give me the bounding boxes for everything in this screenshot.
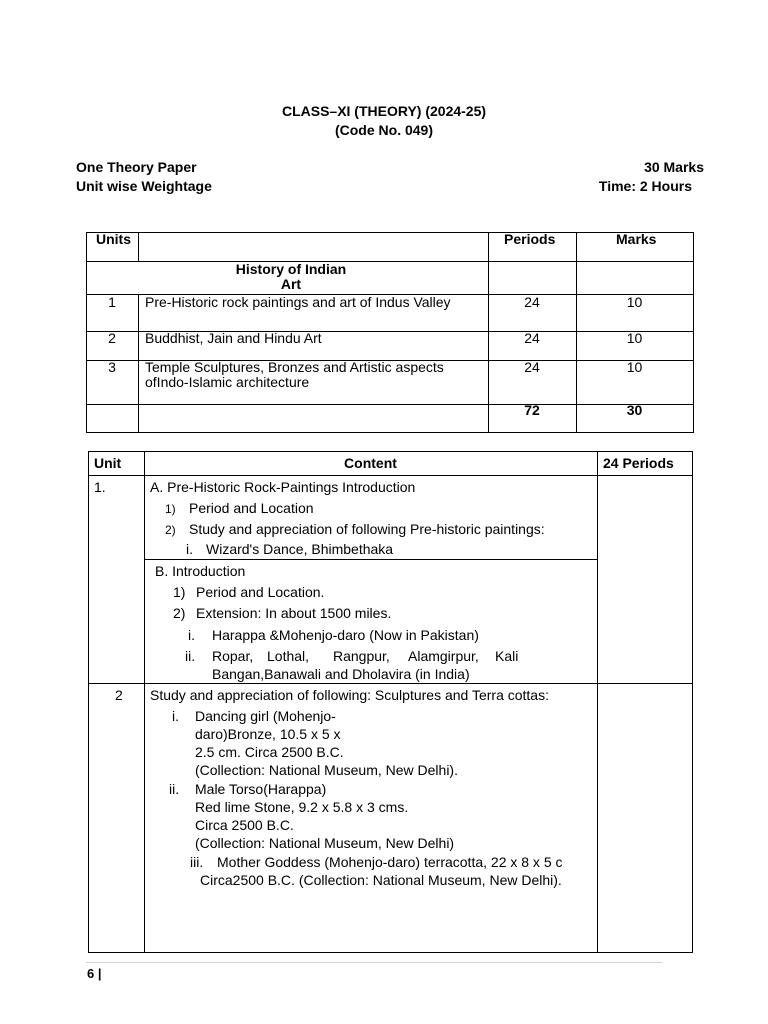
- item-line: Circa 2500 B.C.: [195, 817, 294, 833]
- unit-number: 2: [108, 330, 116, 346]
- time-duration: Time: 2 Hours: [598, 178, 692, 194]
- unit-marks: 10: [626, 330, 643, 346]
- item-line: Mother Goddess (Mohenjo-daro) terracotta, 22 x 8 x 5 c: [217, 854, 563, 870]
- item-line: Dancing girl (Mohenjo-: [195, 708, 336, 724]
- paper-count: One Theory Paper: [76, 159, 197, 175]
- sub-item-word: Kali: [495, 648, 519, 664]
- page-number: 6 |: [87, 966, 102, 981]
- sub-marker: ii.: [169, 781, 180, 797]
- total-periods: 72: [524, 402, 540, 418]
- unit-periods: 24: [524, 330, 540, 346]
- list-marker: 1): [173, 584, 186, 600]
- item-line: Male Torso(Harappa): [195, 781, 327, 797]
- unit-number: 1: [108, 294, 116, 310]
- sub-marker: i.: [186, 541, 193, 557]
- unit-topic-line1: Temple Sculptures, Bronzes and Artistic aspects: [145, 359, 444, 375]
- item-line: (Collection: National Museum, New Delhi): [195, 835, 455, 851]
- sub-marker: ii.: [185, 648, 196, 664]
- section-title: History of Indian Art: [235, 261, 347, 292]
- sub-marker: i.: [172, 708, 179, 724]
- unit-topic-line2: ofIndo-Islamic architecture: [145, 374, 310, 390]
- unit-number: 3: [108, 359, 116, 375]
- sub-marker: iii.: [190, 854, 204, 870]
- sub-item: Wizard's Dance, Bhimbethaka: [206, 541, 394, 557]
- weightage-table: [86, 232, 694, 433]
- item-line: Red lime Stone, 9.2 x 5.8 x 3 cms.: [195, 799, 409, 815]
- unit-number: 2: [115, 687, 123, 703]
- list-item: Extension: In about 1500 miles.: [196, 605, 392, 621]
- page-title: CLASS–XI (THEORY) (2024-25): [281, 103, 487, 119]
- content-table: [88, 451, 693, 953]
- sub-item-word: Ropar,: [212, 648, 254, 664]
- sub-item-word: Lothal,: [267, 648, 310, 664]
- list-item: Study and appreciation of following Pre-historic paintings:: [189, 521, 545, 537]
- units-header: Units: [96, 231, 131, 247]
- sub-marker: i.: [188, 627, 195, 643]
- list-marker: 2): [165, 523, 176, 537]
- sub-item-word: Rangpur,: [333, 648, 390, 664]
- sub-item: Harappa &Mohenjo-daro (Now in Pakistan): [212, 627, 479, 643]
- list-item: Period and Location: [189, 500, 314, 516]
- unit-periods: 24: [524, 359, 540, 375]
- periods-header: 24 Periods: [603, 455, 674, 471]
- periods-header: Periods: [504, 231, 556, 247]
- section-a-title: A. Pre-Historic Rock-Paintings Introduction: [150, 479, 416, 495]
- list-marker: 1): [165, 502, 176, 516]
- weightage-label: Unit wise Weightage: [76, 178, 212, 194]
- unit-topic: Pre-Historic rock paintings and art of Indus Valley: [145, 294, 451, 310]
- item-line: daro)Bronze, 10.5 x 5 x: [195, 726, 341, 742]
- unit-marks: 10: [626, 359, 643, 375]
- total-marks-cell: 30: [626, 402, 643, 418]
- total-marks: 30 Marks: [644, 159, 704, 175]
- sub-item-continuation: Bangan,Banawali and Dholavira (in India): [212, 666, 470, 682]
- unit-periods: 24: [524, 294, 540, 310]
- marks-header: Marks: [616, 231, 657, 247]
- item-line: (Collection: National Museum, New Delhi).: [195, 762, 458, 778]
- item-line: Circa2500 B.C. (Collection: National Museum, New Delhi).: [200, 872, 562, 888]
- list-marker: 2): [173, 605, 186, 621]
- sub-item-word: Alamgirpur,: [408, 648, 479, 664]
- section-b-title: B. Introduction: [155, 563, 246, 579]
- unit-number: 1.: [94, 479, 106, 495]
- unit-header: Unit: [94, 455, 122, 471]
- item-line: 2.5 cm. Circa 2500 B.C.: [195, 744, 344, 760]
- content-header: Content: [344, 455, 397, 471]
- unit-marks: 10: [626, 294, 643, 310]
- unit-topic: Buddhist, Jain and Hindu Art: [145, 330, 322, 346]
- list-item: Period and Location.: [196, 584, 325, 600]
- subject-code: (Code No. 049): [334, 122, 433, 138]
- footer-divider: [86, 962, 662, 963]
- unit-title: Study and appreciation of following: Sculptures and Terra cottas:: [150, 687, 549, 703]
